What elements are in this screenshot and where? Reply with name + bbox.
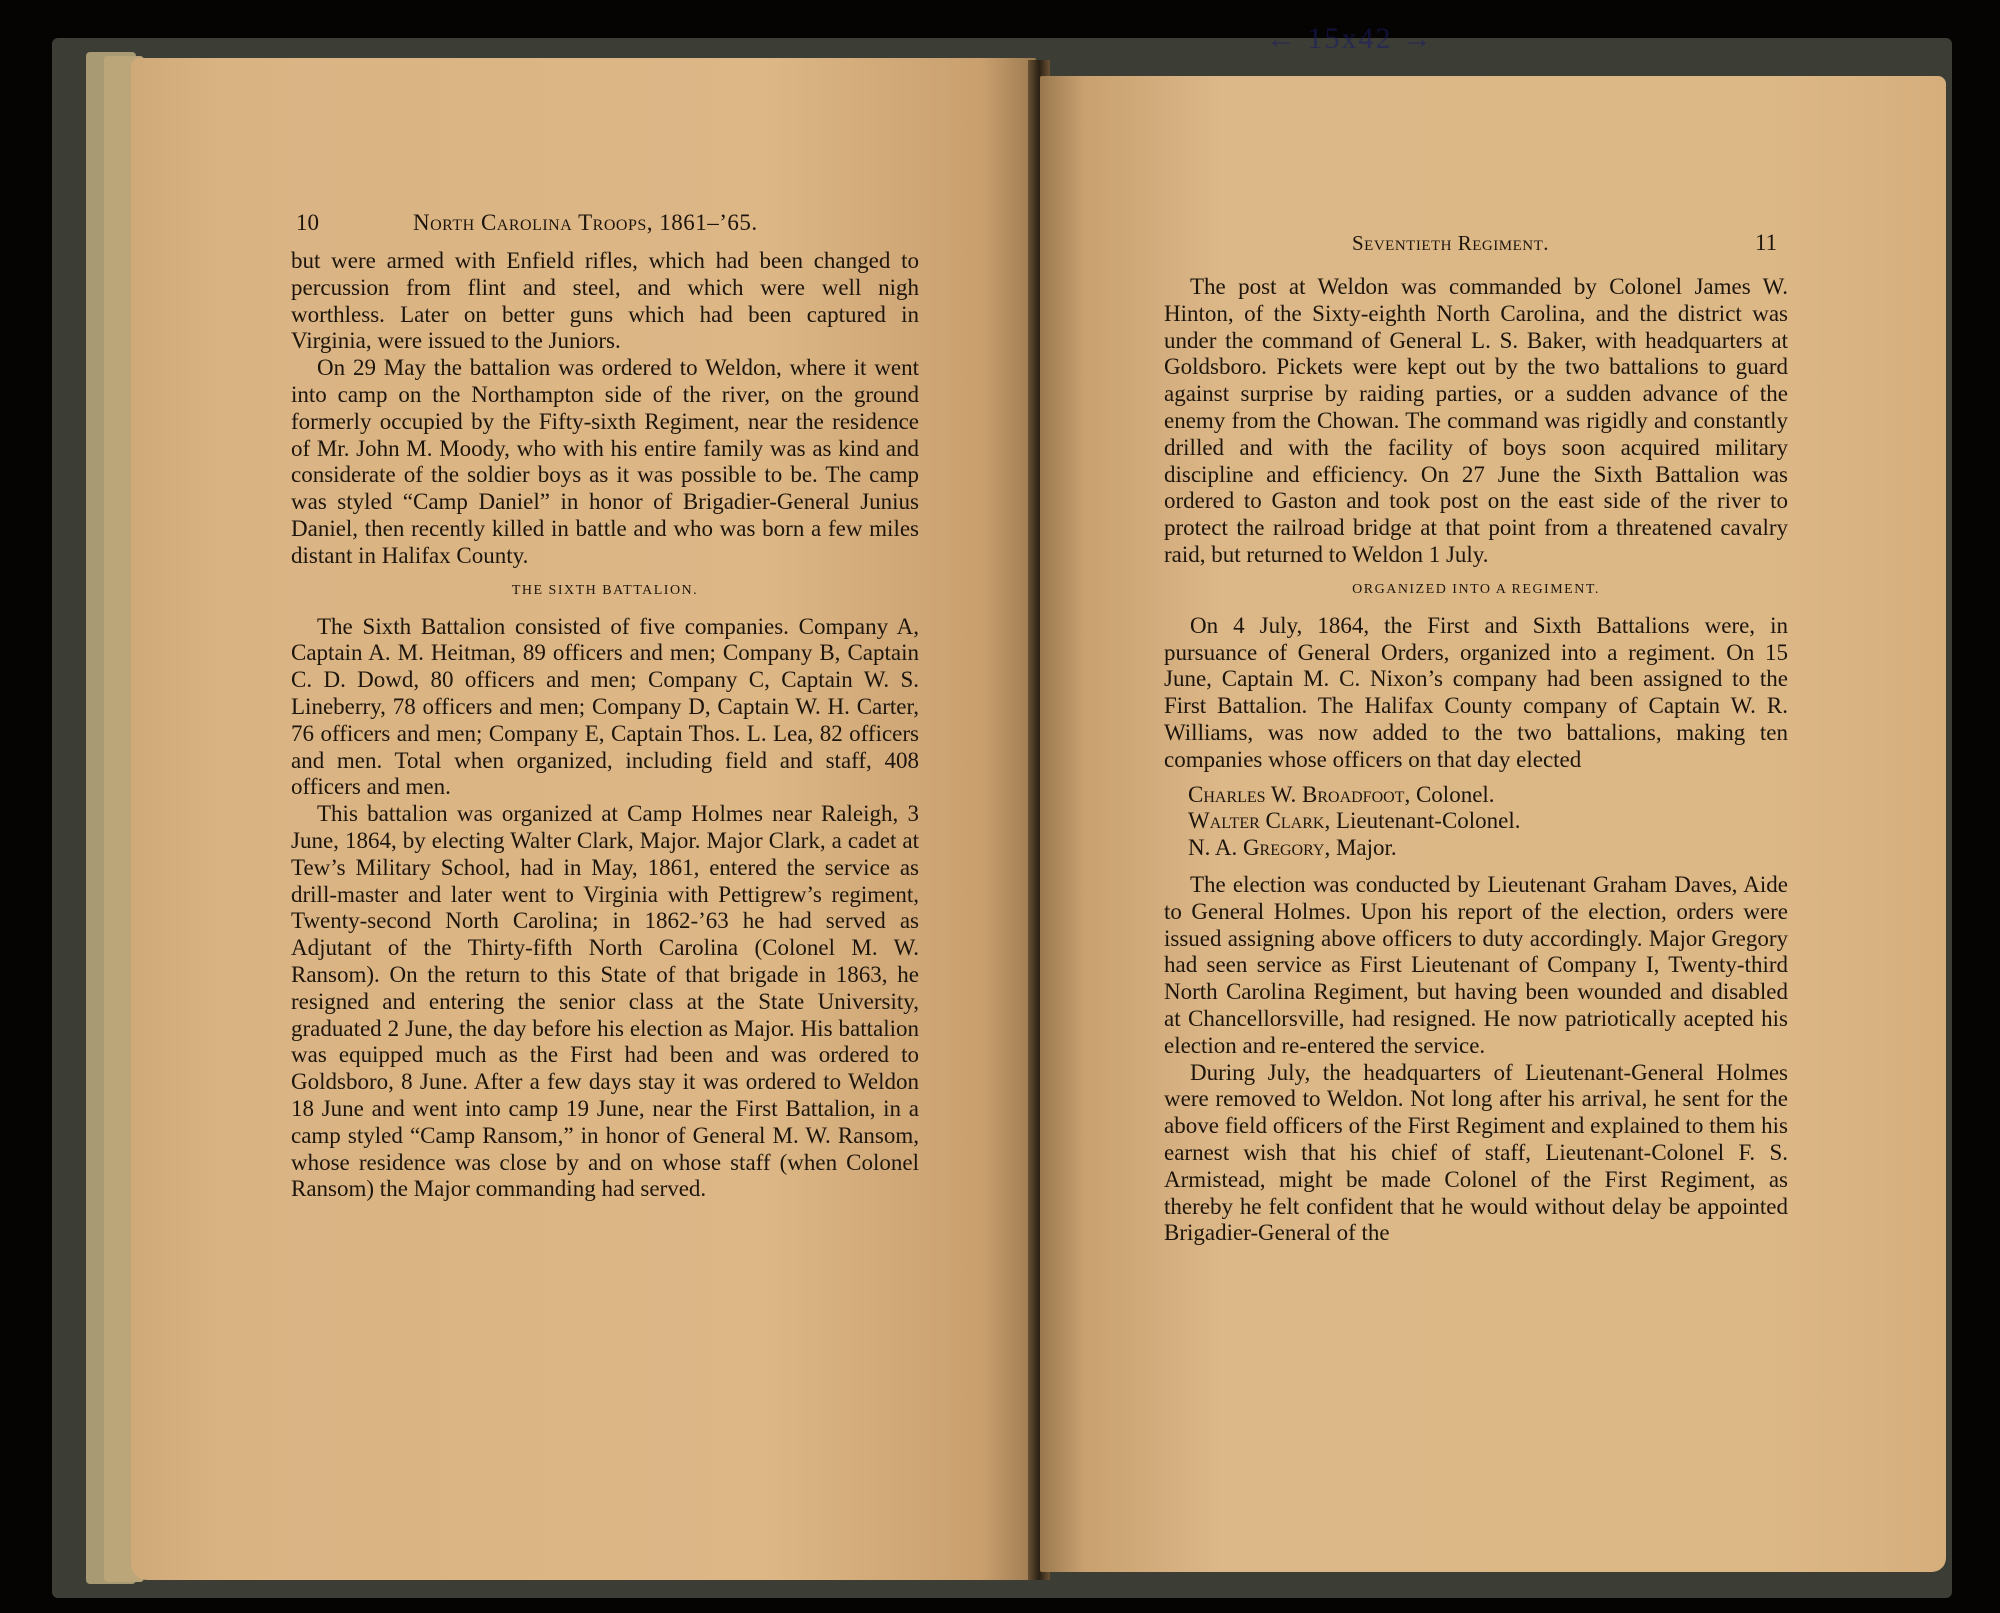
- section-heading: THE SIXTH BATTALION.: [511, 582, 699, 598]
- paragraph: but were armed with Enfield rifles, which had been changed to percussion from flint and steel, and which were well nigh worthless. Later on better guns which had been captured in Virginia, were issued to the Juniors.: [291, 248, 919, 354]
- officer-name: N. A. Gregory: [1188, 835, 1325, 861]
- right-page: [1040, 76, 1946, 1572]
- paragraph: This battalion was organized at Camp Holmes near Raleigh, 3 June, 1864, by electing Walter Clark, Major. Major Clark, a cadet at Tew’s Military School, had in May, 1861, entered the service as drill-master and later went to Virginia with Pettigrew’s regiment, Twenty-second North Carolina; in 1862-’63 he had served as Adjutant of the Thirty-fifth North Carolina (Colonel M. W. Ransom). On the return to this State of that brigade in 1863, he resigned and entering the senior class at the State University, graduated 2 June, the day before his election as Major. His battalion was equipped much as the First had been and was ordered to Goldsboro, 8 June. After a few days stay it was ordered to Weldon 18 June and went into camp 19 June, near the First Battalion, in a camp styled “Camp Ransom,” in honor of General M. W. Ransom, whose residence was close by and on whose staff (when Colonel Ransom) the Major commanding had served.: [291, 801, 919, 1202]
- page-number: 10: [296, 210, 319, 235]
- left-page: [131, 58, 1036, 1580]
- running-head: North Carolina Troops, 1861–’65.: [413, 210, 758, 235]
- officer-name: Charles W. Broadfoot: [1188, 781, 1405, 807]
- paragraph: The post at Weldon was commanded by Colonel James W. Hinton, of the Sixty-eighth North Carolina, and the district was under the command of General L. S. Baker, with headquarters at Goldsboro. Pickets were kept out by the two battalions to guard against surprise by raiding parties, or a sudden advance of the enemy from the Chowan. The command was rigidly and constantly drilled and with the facility of boys soon acquired military discipline and efficiency. On 27 June the Sixth Battalion was ordered to Gaston and took post on the east side of the river to protect the railroad bridge at that point from a threatened cavalry raid, but returned to Weldon 1 July.: [1164, 274, 1788, 567]
- paragraph: The election was conducted by Lieutenant Graham Daves, Aide to General Holmes. Upon his report of the election, orders were issued assigning above officers to duty accordingly. Major Gregory had seen service as First Lieutenant of Company I, Twenty-third North Carolina Regiment, but having been wounded and disabled at Chancellorsville, had resigned. He now patriotically acepted his election and re-entered the service.: [1164, 871, 1788, 1058]
- paragraph: On 4 July, 1864, the First and Sixth Battalions were, in pursuance of General Orders, organized into a regiment. On 15 June, Captain M. C. Nixon’s company had been assigned to the First Battalion. The Halifax County company of Captain W. R. Williams, was now added to the two battalions, making ten companies whose officers on that day elected: [1164, 612, 1788, 772]
- page-number: 11: [1755, 230, 1778, 255]
- officer-entry: [1188, 808, 1788, 835]
- officer-name: Walter Clark: [1188, 808, 1325, 834]
- officer-rank: , Lieutenant-Colonel.: [1324, 808, 1521, 834]
- officer-rank: , Major.: [1324, 835, 1397, 861]
- paragraph: During July, the headquarters of Lieutenant-General Holmes were removed to Weldon. Not long after his arrival, he sent for the above field officers of the First Regiment and explained to them his earnest wish that his chief of staff, Lieutenant-Colonel F. S. Armistead, might be made Colonel of the First Regiment, as thereby he felt confident that he would without delay be appointed Brigadier-General of the: [1164, 1059, 1788, 1246]
- library-stamp: ← 15x42 →: [1266, 22, 1434, 55]
- officer-rank: , Colonel.: [1404, 781, 1495, 807]
- officer-list: [1164, 782, 1788, 862]
- running-head: Seventieth Regiment.: [1352, 231, 1549, 255]
- right-page-header: [1040, 228, 1946, 258]
- left-page-header: [131, 208, 1036, 238]
- right-page-body: [1164, 274, 1788, 1247]
- officer-entry: [1188, 782, 1788, 809]
- section-heading: ORGANIZED INTO A REGIMENT.: [1352, 581, 1600, 597]
- left-page-body: [291, 248, 919, 1203]
- paragraph: On 29 May the battalion was ordered to Weldon, where it went into camp on the Northampton side of the river, on the ground formerly occupied by the Fifty-sixth Regiment, near the residence of Mr. John M. Moody, who with his entire family was as kind and considerate of the soldier boys as it was possible to be. The camp was styled “Camp Daniel” in honor of Brigadier-General Junius Daniel, then recently killed in battle and who was born a few miles distant in Halifax County.: [291, 355, 919, 568]
- officer-entry: [1188, 835, 1788, 862]
- paragraph: The Sixth Battalion consisted of five companies. Company A, Captain A. M. Heitman, 89 officers and men; Company B, Captain C. D. Dowd, 80 officers and men; Company C, Captain W. S. Lineberry, 78 officers and men; Company D, Captain W. H. Carter, 76 officers and men; Company E, Captain Thos. L. Lea, 82 officers and men. Total when organized, including field and staff, 408 officers and men.: [291, 613, 919, 800]
